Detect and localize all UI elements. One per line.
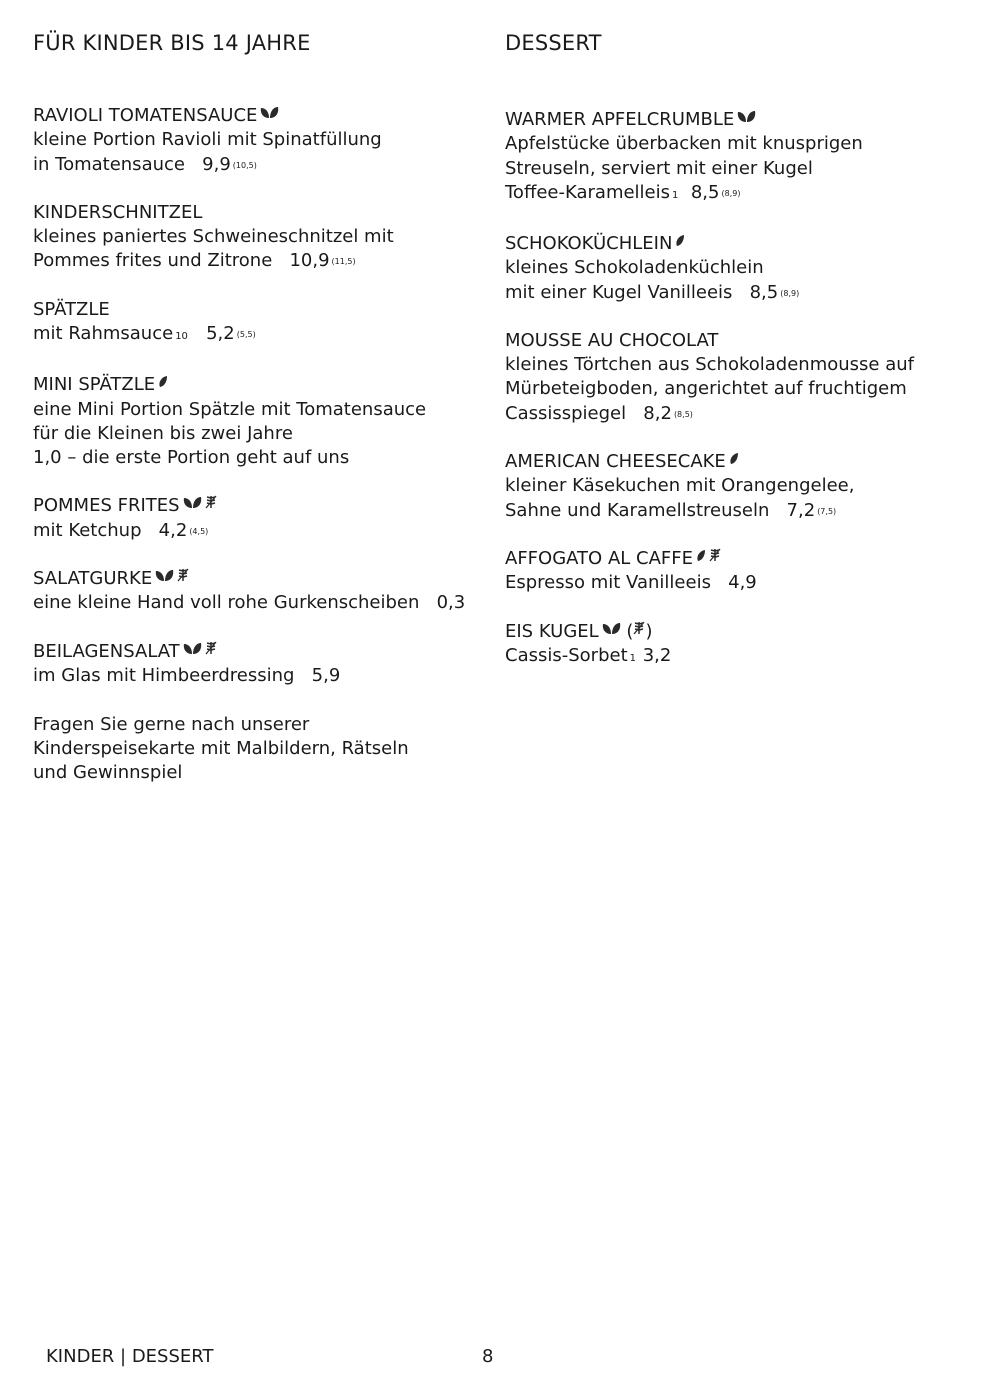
item-description: kleines paniertes Schweineschnitzel mit [33,226,394,248]
item-description: im Glas mit Himbeerdressing [33,665,295,687]
item-price: 0,3 [436,592,466,614]
vegan-leaves-icon [183,638,202,662]
item-price: 5,2 [206,322,235,344]
item-title: MOUSSE AU CHOCOLAT [505,330,719,352]
item-price: 7,2 [786,499,816,521]
item-title: EIS KUGEL [505,620,599,642]
item-description: Cassis-Sorbet [505,644,628,666]
item-title: SCHOKOKÜCHLEIN [505,233,673,255]
menu-item [33,104,465,177]
item-title: AMERICAN CHEESECAKE [505,451,726,473]
item-price: 5,9 [311,665,341,687]
item-description: Mürbeteigboden, angerichtet auf fruchtigem [505,378,907,400]
note-line: Fragen Sie gerne nach unserer [33,713,310,735]
item-description: mit einer Kugel Vanilleeis [505,281,733,303]
item-old-price: (8,9) [780,288,800,298]
item-description: für die Kleinen bis zwei Jahre [33,422,293,444]
item-title: WARMER APFELCRUMBLE [505,109,735,131]
item-old-price: (8,9) [721,188,741,198]
kids-items [33,104,465,809]
gluten-free-wheat-icon [205,638,217,662]
item-old-price: (10,5) [232,160,257,170]
vegan-leaves-icon [737,106,756,130]
item-title: AFFOGATO AL CAFFE [505,548,693,570]
vegan-leaves-icon [260,102,279,126]
dessert-heading: DESSERT [505,31,602,55]
item-description: Apfelstücke überbacken mit knusprigen [505,133,863,155]
item-price: 9,9 [202,153,231,175]
item-description: kleine Portion Ravioli mit Spinatfüllung [33,129,382,151]
item-title: MINI SPÄTZLE [33,374,156,396]
item-description: eine kleine Hand voll rohe Gurkenscheiben [33,592,420,614]
vegetarian-leaf-icon [675,230,685,254]
item-description: Cassisspiegel [505,402,627,424]
note-line: Kinderspeisekarte mit Malbildern, Rätseln [33,737,409,759]
item-description: kleines Törtchen aus Schokoladenmousse auf [505,354,914,376]
item-description: mit Rahmsauce [33,322,174,344]
menu-item [33,373,465,470]
item-price: 8,5 [749,281,779,303]
item-price: 3,2 [642,644,672,666]
item-description: kleiner Käsekuchen mit Orangengelee, [505,475,855,497]
item-old-price: (4,5) [189,526,209,536]
allergen-number: 1 [672,189,679,201]
item-title: SPÄTZLE [33,298,110,320]
item-title: RAVIOLI TOMATENSAUCE [33,105,258,127]
vegan-leaves-icon [183,492,202,516]
menu-item [33,298,465,349]
menu-item [505,547,914,596]
vegan-leaves-icon [602,618,621,642]
gluten-free-wheat-icon [709,545,721,569]
item-description: mit Ketchup [33,519,142,541]
menu-item [33,640,465,689]
item-description: Pommes frites und Zitrone [33,250,273,272]
item-price: 4,2 [158,519,188,541]
menu-item [33,567,465,616]
vegan-leaves-icon [155,565,174,589]
kids-menu-note [33,713,465,786]
item-old-price: (5,5) [236,329,256,339]
gluten-free-wheat-icon [205,492,217,516]
allergen-number: 1 [629,652,636,664]
item-description: Toffee-Karamelleis [505,181,671,203]
vegetarian-leaf-icon [158,371,168,395]
item-title: POMMES FRITES [33,495,180,517]
item-title: SALATGURKE [33,568,153,590]
page-number: 8 [482,1346,494,1367]
note-line: und Gewinnspiel [33,761,183,783]
item-old-price: (11,5) [331,257,356,267]
item-price: 8,2 [643,402,672,424]
item-description: in Tomatensauce [33,153,185,175]
menu-item [505,108,914,208]
vegetarian-leaf-icon [729,448,739,472]
item-old-price: (8,5) [673,409,693,419]
item-description: Streuseln, serviert mit einer Kugel [505,157,813,179]
menu-item [505,232,914,305]
item-price: 8,5 [690,181,720,203]
menu-item [33,201,465,274]
item-description: Sahne und Karamellstreuseln [505,499,770,521]
item-title: KINDERSCHNITZEL [33,201,203,223]
item-description: kleines Schokoladenküchlein [505,257,764,279]
allergen-number: 10 [175,330,188,342]
item-title: BEILAGENSALAT [33,640,180,662]
item-description: eine Mini Portion Spätzle mit Tomatensauce [33,398,427,420]
kids-heading: FÜR KINDER BIS 14 JAHRE [33,31,311,55]
footer-section-label: KINDER | DESSERT [46,1346,214,1367]
item-description: 1,0 – die erste Portion geht auf uns [33,447,350,469]
gluten-free-wheat-icon [633,618,645,642]
menu-item [505,329,914,426]
menu-item [505,450,914,523]
item-description: Espresso mit Vanilleeis [505,572,711,594]
item-price: 10,9 [289,250,330,272]
item-old-price: (7,5) [817,506,837,516]
menu-item: EIS KUGEL ( ) Cassis-Sorbet 1 3,2 [505,620,914,672]
item-price: 4,9 [728,572,757,594]
menu-item [33,494,465,543]
dessert-items [505,108,914,695]
gluten-free-wheat-icon [177,565,189,589]
vegetarian-leaf-icon [696,545,706,569]
